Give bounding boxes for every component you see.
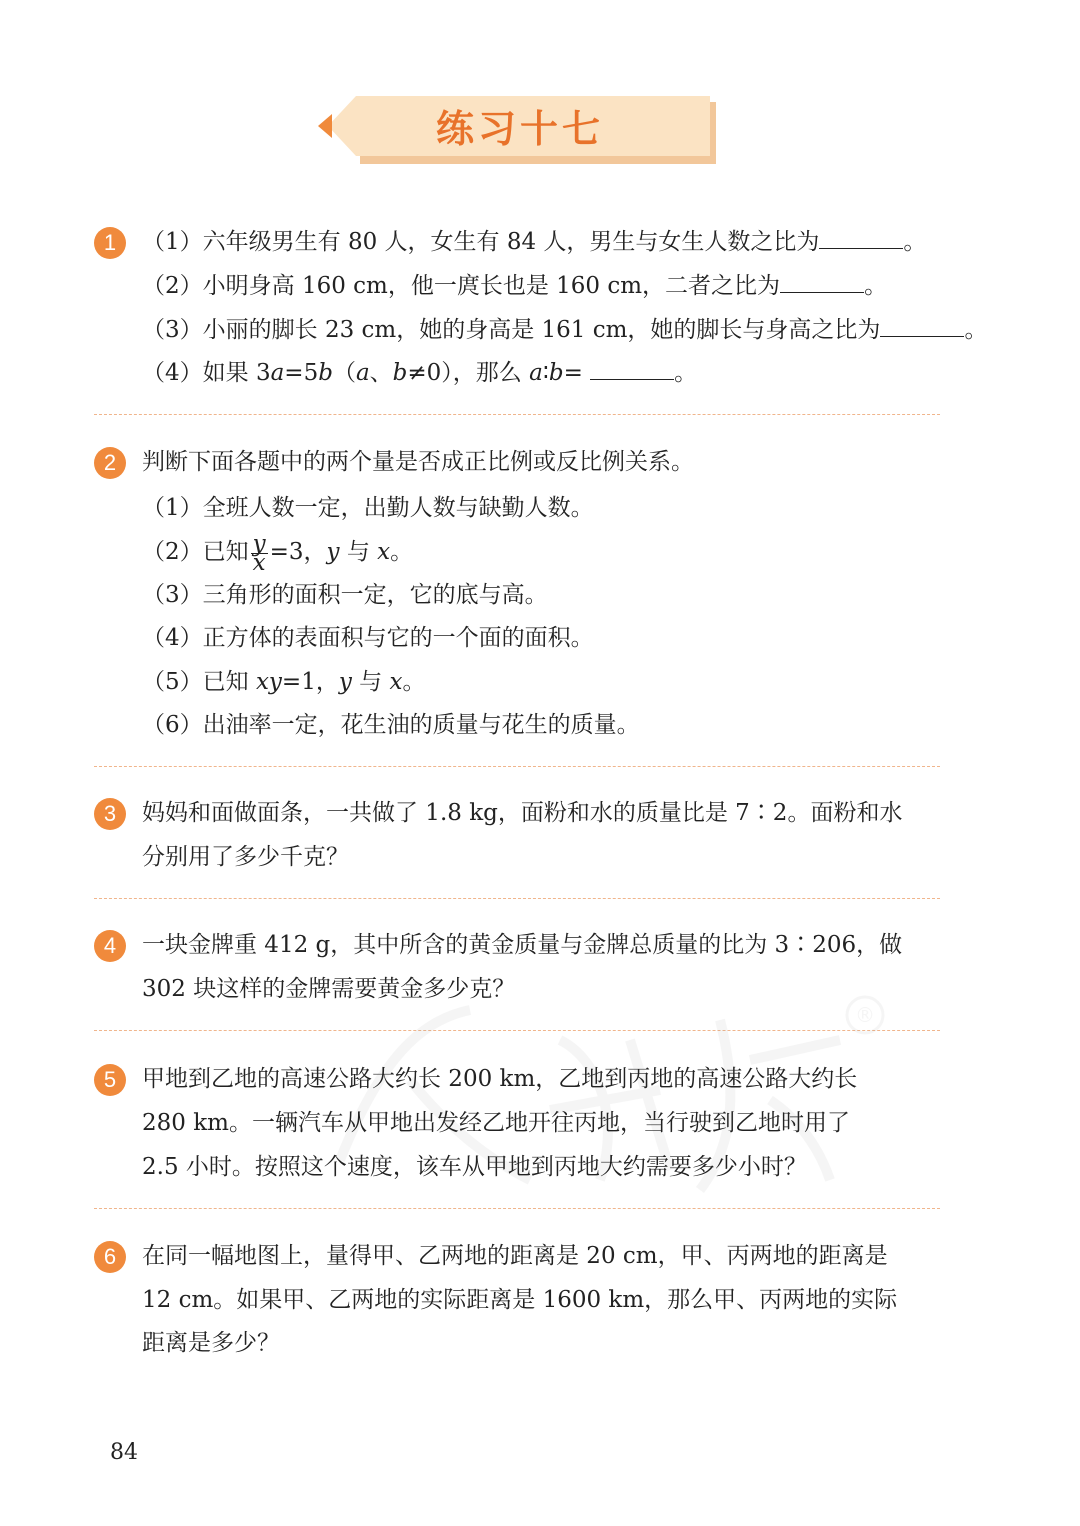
var-x: x	[389, 669, 403, 695]
var-xy: xy	[255, 669, 282, 695]
q2-part-1: （1）全班人数一定，出勤人数与缺勤人数。	[142, 495, 594, 521]
q2-part-6: （6）出油率一定，花生油的质量与花生的质量。	[142, 712, 640, 738]
question-number-badge: 1	[94, 227, 126, 259]
q1-part-2-text: （2）小明身高 160 cm，他一庹长也是 160 cm，二者之比为	[142, 273, 781, 299]
var-y: y	[326, 539, 340, 565]
question-number-badge: 2	[94, 447, 126, 479]
var-a: a	[355, 360, 370, 386]
var-b: b	[548, 360, 564, 386]
q1-part-4-text: =5	[284, 360, 319, 386]
q4-line-2: 302 块这样的金牌需要黄金多少克？	[142, 976, 516, 1002]
fraction-denominator: x	[252, 549, 266, 576]
q1-part-1-text: （1）六年级男生有 80 人，女生有 84 人，男生与女生人数之比为	[142, 229, 820, 255]
registered-mark: ®	[855, 1003, 875, 1027]
q1-part-4-text: ∶	[542, 360, 549, 386]
var-a: a	[270, 360, 285, 386]
q2-part-2-text: 与	[346, 539, 370, 565]
q1-part-4-text: （	[332, 360, 356, 386]
question-number-badge: 3	[94, 798, 126, 830]
q6-line-2: 12 cm。如果甲、乙两地的实际距离是 1600 km，那么甲、丙两地的实际	[142, 1287, 898, 1313]
q2-part-2-text: （2）已知	[142, 539, 249, 565]
page-title: 练习十七	[435, 106, 604, 151]
fraction-numerator: y	[252, 530, 266, 557]
q1-part-2	[142, 271, 887, 301]
q1-part-4-end: 。	[674, 360, 698, 386]
q5-line-3: 2.5 小时。按照这个速度，该车从甲地到丙地大约需要多少小时？	[142, 1154, 807, 1180]
section-divider	[94, 766, 940, 767]
q6-line-1: 在同一幅地图上，量得甲、乙两地的距离是 20 cm，甲、丙两地的距离是	[142, 1243, 888, 1269]
q1-part-1-end: 。	[903, 229, 927, 255]
q1-part-2-end: 。	[864, 273, 888, 299]
answer-blank[interactable]	[880, 316, 964, 337]
q2-part-5-end: 。	[402, 669, 426, 695]
q1-part-4-text: =	[563, 360, 583, 386]
q2-part-4: （4）正方体的表面积与它的一个面的面积。	[142, 625, 594, 651]
q3-line-1: 妈妈和面做面条，一共做了 1.8 kg，面粉和水的质量比是 7∶2。面粉和水	[142, 800, 903, 826]
q1-part-1	[142, 227, 926, 257]
question-number-badge: 6	[94, 1241, 126, 1273]
question-number-badge: 5	[94, 1064, 126, 1096]
q2-part-5-text: =1，	[281, 669, 339, 695]
section-divider	[94, 898, 940, 899]
q4-line-1: 一块金牌重 412 g，其中所含的黄金质量与金牌总质量的比为 3∶206，做	[142, 932, 903, 958]
q1-part-3	[142, 315, 987, 345]
q2-part-2	[142, 530, 413, 574]
q1-part-4-text: 、	[369, 360, 393, 386]
var-b: b	[318, 360, 333, 386]
page-number: 84	[110, 1440, 138, 1465]
q1-part-3-text: （3）小丽的脚长 23 cm，她的身高是 161 cm，她的脚长与身高之比为	[142, 317, 881, 343]
q2-stem: 判断下面各题中的两个量是否成正比例或反比例关系。	[142, 449, 694, 475]
section-divider	[94, 1208, 940, 1209]
q2-part-2-text: =3，	[269, 539, 327, 565]
q1-part-4-text: ≠0），那么	[407, 360, 522, 386]
q2-part-2-end: 。	[390, 539, 414, 565]
var-a: a	[529, 360, 543, 386]
q1-part-4-text: （4）如果 3	[142, 360, 271, 386]
section-divider	[94, 414, 940, 415]
answer-blank[interactable]	[590, 359, 674, 380]
var-y: y	[338, 669, 352, 695]
q1-part-4	[142, 358, 697, 388]
fraction-y-over-x	[251, 530, 268, 576]
question-number-badge: 4	[94, 930, 126, 962]
var-b: b	[392, 360, 408, 386]
q5-line-2: 280 km。一辆汽车从甲地出发经乙地开往丙地，当行驶到乙地时用了	[142, 1110, 850, 1136]
answer-blank[interactable]	[819, 228, 903, 249]
q2-part-5	[142, 667, 425, 697]
q6-line-3: 距离是多少？	[142, 1330, 280, 1356]
q5-line-1: 甲地到乙地的高速公路大约长 200 km，乙地到丙地的高速公路大约长	[142, 1066, 858, 1092]
q2-part-5-text: （5）已知	[142, 669, 249, 695]
var-x: x	[377, 539, 391, 565]
q3-line-2: 分别用了多少千克？	[142, 844, 349, 870]
q1-part-3-end: 。	[964, 317, 988, 343]
answer-blank[interactable]	[780, 272, 864, 293]
q2-part-5-text: 与	[359, 669, 383, 695]
q2-part-3: （3）三角形的面积一定，它的底与高。	[142, 582, 548, 608]
